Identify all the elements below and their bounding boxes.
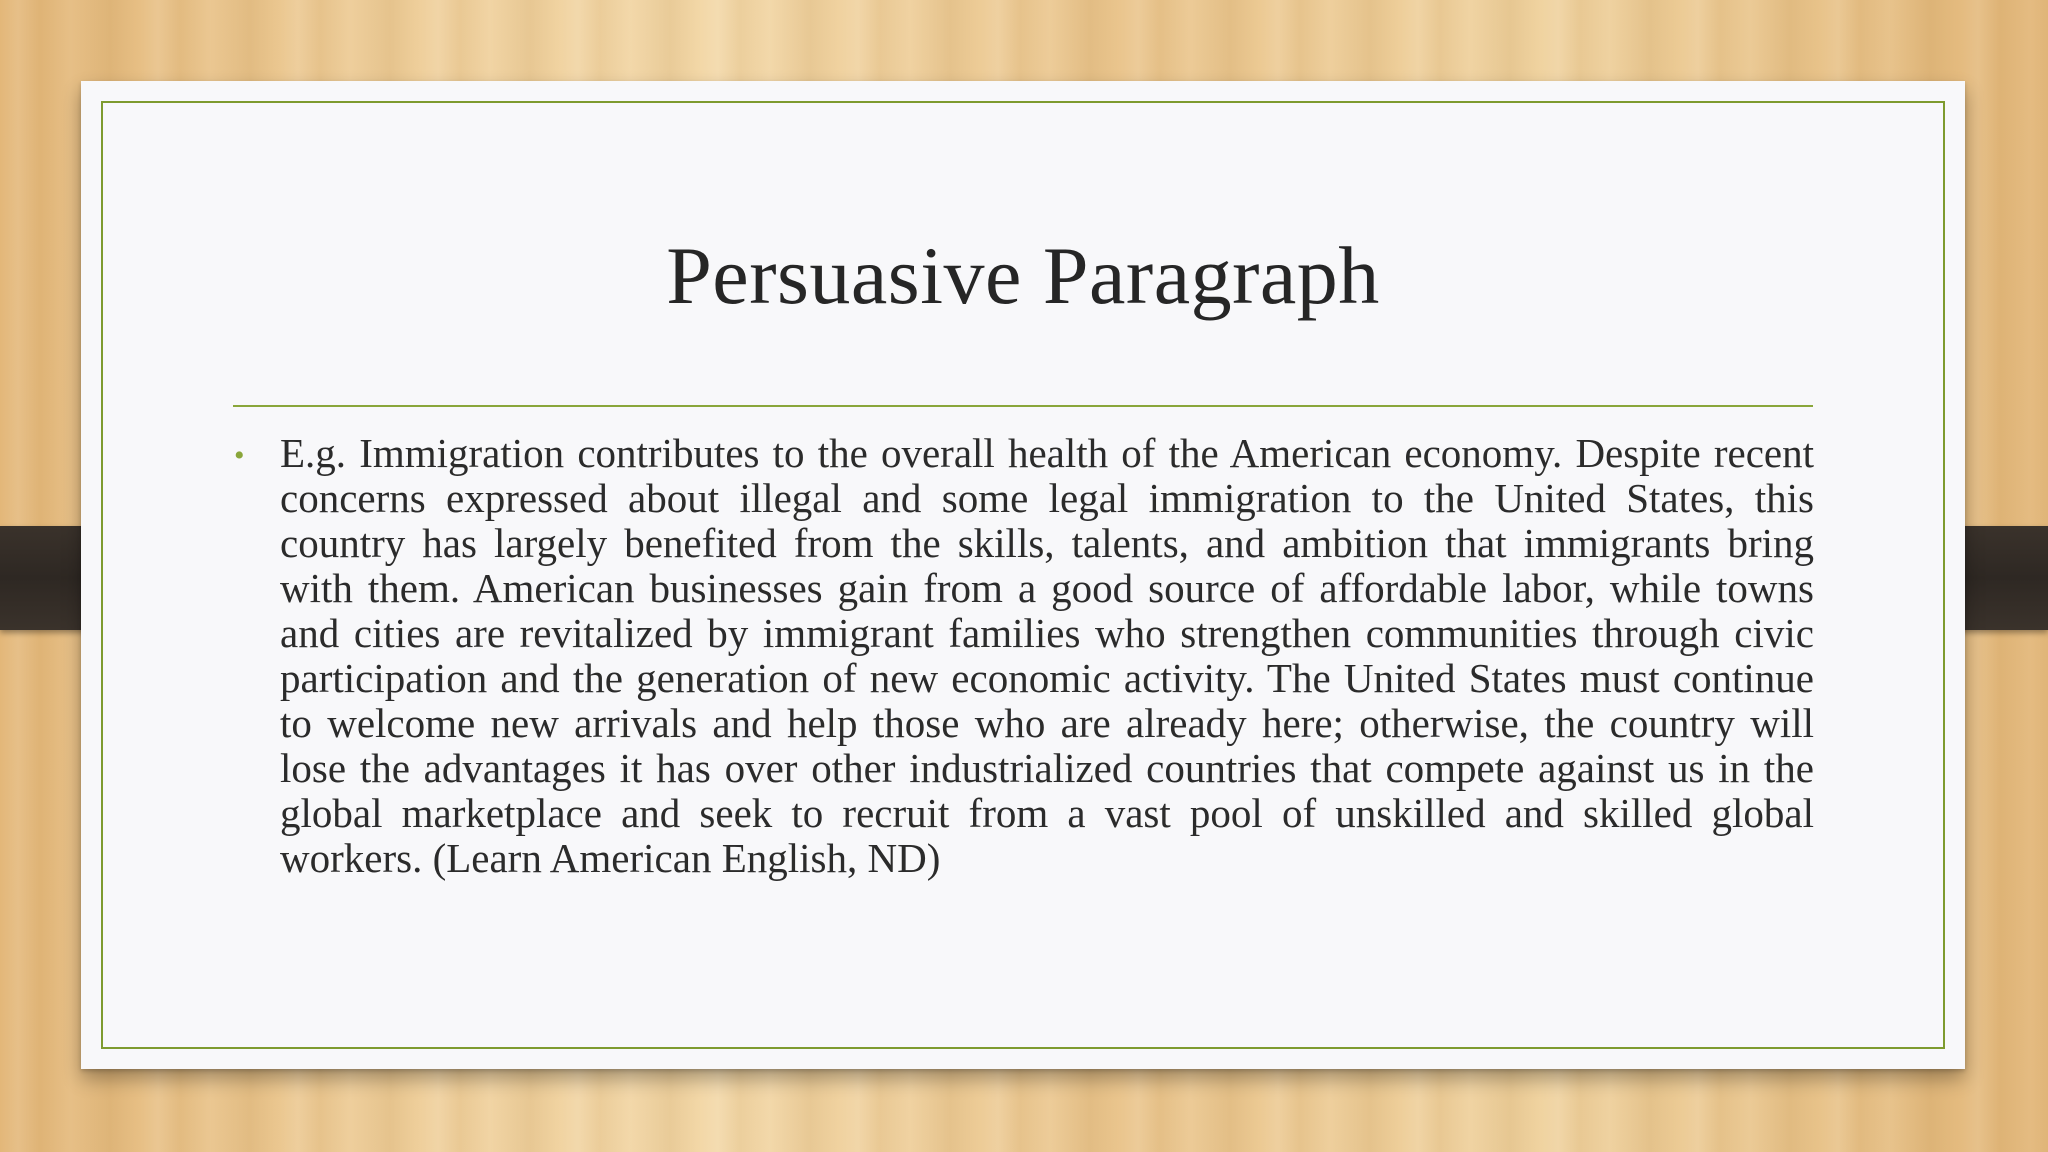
- persuasive-paragraph-text: E.g. Immigration contributes to the overall health of the American economy. Despite recent concerns expressed about illegal and some legal immigration to the United States, this country has largely benefited from the skills, talents, and ambition that immigrants bring with them. American businesses gain from a good source of affordable labor, while towns and cities are revitalized by immigrant families who strengthen communities through civic participation and the generation of new economic activity. The United States must continue to welcome new arrivals and help those who are already here; otherwise, the country will lose the advantages it has over other industrialized countries that compete against us in the global marketplace and seek to recruit from a vast pool of unskilled and skilled global workers. (Learn American English, ND): [280, 430, 1814, 881]
- slide-card: [81, 81, 1965, 1069]
- slide-body: [234, 431, 1814, 881]
- slide-title: Persuasive Paragraph: [666, 230, 1380, 321]
- title-divider: [233, 405, 1813, 407]
- bullet-icon: •: [234, 439, 245, 472]
